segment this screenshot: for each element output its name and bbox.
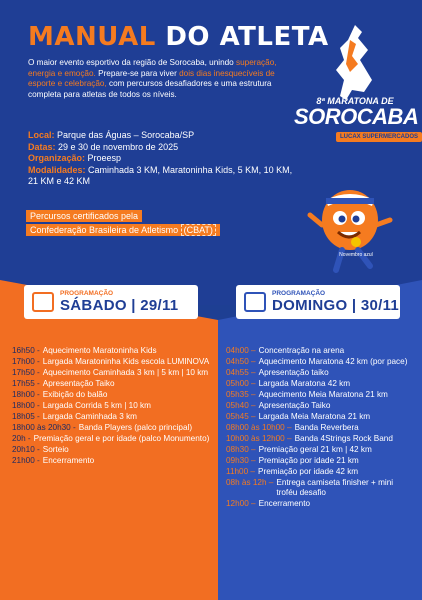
- schedule-row: 10h00 às 12h00 – Banda 4Strings Rock Band: [226, 434, 393, 443]
- schedule-row: 18h05 - Largada Caminhada 3 km: [12, 412, 137, 421]
- schedule-row: 17h55 - Apresentação Taiko: [12, 379, 115, 388]
- saturday-schedule: [12, 346, 212, 467]
- saturday-prog-label: PROGRAMAÇÃO: [60, 290, 114, 297]
- info-modalities: Modalidades: Caminhada 3 KM, Maratoninha Kids, 5 KM, 10 KM, 21 KM e 42 KM: [28, 164, 293, 186]
- intro-p4: dois dias inesquecíveis de esporte e celebração,: [28, 68, 275, 88]
- schedule-row: 05h45 – Largada Meia Maratona 21 km: [226, 412, 371, 421]
- saturday-header: [24, 285, 198, 319]
- title-part2: DO ATLETA: [165, 22, 329, 52]
- schedule-row: 17h00 - Largada Maratoninha Kids escola LUMINOVA: [12, 357, 210, 366]
- schedule-row: 20h - Premiação geral e por idade (palco Monumento): [12, 434, 210, 443]
- sunday-header: [236, 285, 400, 319]
- sponsor-badge: LUCAX SUPERMERCADOS: [336, 132, 422, 142]
- schedule-row: 05h00 – Largada Maratona 42 km: [226, 379, 351, 388]
- schedule-row: 04h55 – Apresentação taiko: [226, 368, 329, 377]
- event-info: [28, 130, 298, 188]
- schedule-row: 05h35 – Aquecimento Meia Maratona 21 km: [226, 390, 388, 399]
- schedule-row: 11h00 – Premiação por idade 42 km: [226, 467, 359, 476]
- sunday-day-label: DOMINGO | 30/11: [272, 297, 400, 314]
- mascot-icon: [300, 170, 400, 280]
- intro-p3: Prepare-se para viver: [95, 68, 180, 78]
- schedule-row: 04h00 – Concentração na arena: [226, 346, 345, 355]
- schedule-row: 08h00 às 10h00 – Banda Reverbera: [226, 423, 359, 432]
- schedule-row: 12h00 – Encerramento: [226, 498, 311, 508]
- logo-city: SOROCABA: [294, 104, 419, 129]
- cert-line2: Confederação Brasileira de Atletismo (CBAT): [26, 224, 220, 236]
- schedule-row: 17h50 - Aquecimento Caminhada 3 km | 5 km | 10 km: [12, 368, 209, 377]
- marathon-logo-icon: [300, 20, 410, 170]
- certification-note: [26, 210, 220, 238]
- sunday-prog-label: PROGRAMAÇÃO: [272, 290, 326, 297]
- cert-line1: Percursos certificados pela: [26, 210, 142, 222]
- sunday-schedule: [226, 346, 416, 510]
- schedule-row: 09h30 – Premiação por idade 21 km: [226, 456, 359, 465]
- info-local: Local: Parque das Águas – Sorocaba/SP: [28, 130, 195, 140]
- intro-p2: superação, energia e emoção.: [28, 58, 277, 78]
- novembro-azul-label: Novembro azul: [339, 252, 373, 258]
- schedule-row: 08h às 12h – Entrega camiseta finisher + mini troféu desafio: [226, 478, 394, 497]
- saturday-day-label: SÁBADO | 29/11: [60, 297, 179, 314]
- cbat-label: (CBAT): [181, 224, 216, 236]
- title-part1: MANUAL: [28, 22, 156, 52]
- intro-text: [28, 58, 298, 100]
- schedule-row: 16h50 - Aquecimento Maratoninha Kids: [12, 346, 157, 355]
- page-title: [28, 22, 329, 52]
- schedule-row: 18h00 às 20h30 - Banda Players (palco principal): [12, 423, 193, 432]
- calendar-icon: [32, 292, 54, 312]
- info-org: Organização: Proeesp: [28, 153, 122, 163]
- logo-edition: 8ª MARATONA DE: [316, 96, 394, 106]
- intro-p1: O maior evento esportivo da região de Sorocaba, unindo: [28, 58, 234, 67]
- info-dates: Datas: 29 e 30 de novembro de 2025: [28, 141, 179, 152]
- intro-p5: com percursos desafiadores e uma estrutura completa para atletas de todos os níveis.: [28, 79, 272, 99]
- schedule-row: 08h30 – Premiação geral 21 km | 42 km: [226, 445, 372, 454]
- schedule-row: 20h10 - Sorteio: [12, 445, 69, 454]
- calendar-icon: [244, 292, 266, 312]
- schedule-row: 21h00 - Encerramento: [12, 456, 95, 465]
- schedule-row: 18h00 - Exibição do balão: [12, 390, 108, 399]
- schedule-row: 18h00 - Largada Corrida 5 km | 10 km: [12, 401, 151, 410]
- schedule-row: 05h40 – Apresentação Taiko: [226, 401, 331, 410]
- schedule-row: 04h50 – Aquecimento Maratona 42 km (por pace): [226, 357, 408, 366]
